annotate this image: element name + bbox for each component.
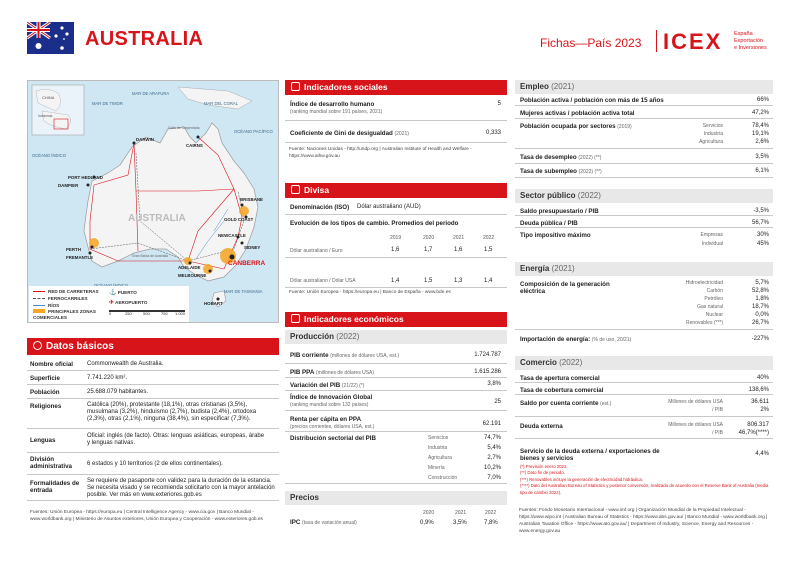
row-tipo-impositivo: Tipo impositivo máximo Empresas 30% Individual 45% xyxy=(520,232,769,247)
city-newcastle: NEWCASTLE xyxy=(218,233,246,238)
row-nombre-oficial: Nombre oficial Commonwealth de Australia. xyxy=(27,357,279,371)
row-apertura: Tasa de apertura comercial 40% xyxy=(515,370,773,383)
indicadores-sociales-section xyxy=(285,80,507,161)
row-renta-per-capita: Renta per cápita en PPA (precios corrientes, dólares USA, est.) 62.191 xyxy=(285,411,507,432)
sea-coral: MAR DEL CORAL xyxy=(204,101,239,106)
row-mujeres-activas: Mujeres activas / población activa total 47,2% xyxy=(515,106,773,119)
people-icon xyxy=(291,82,300,91)
city-port-hedland: PORT HEDLAND xyxy=(68,175,103,180)
legend-roads: RED DE CARRETERAS xyxy=(48,289,99,294)
sea-arafura: MAR DE ARAFURA xyxy=(132,91,170,96)
row-gini: Coeficiente de Gini de desigualdad (2021) 0,333 xyxy=(285,121,507,143)
precios-subheader: Precios xyxy=(285,491,507,505)
datos-basicos-sources: Fuentes: Unión Europea - https://europa.eu | Central Intelligence Agency - www.cia.gov | Banco Mundial - www.worldbank.org | Ministerio de Asuntos exteriores, Unión Europea y Cooperación - www.exteriores.gob.es xyxy=(30,510,263,522)
row-composicion-electrica: Composición de la generación eléctrica Hidroelectricidad 5,7% Carbón 52,8% Petróleo 1,8% Gas natural 18,7% Nuclear 0,0% Renovables (***) 26,7% xyxy=(515,276,773,330)
australia-flag-icon xyxy=(27,22,74,54)
city-melbourne: MELBOURNE xyxy=(178,273,207,278)
row-deuda-externa: Deuda externa Millones de dólares USA 806.317 / PIB 46,7%(****) xyxy=(515,417,773,439)
map-scale: 0 250 500 750 1.000 xyxy=(109,311,186,316)
indicadores-sociales-sources: Fuente: Naciones Unidas - http://undp.org | Australian Institute of Health and Welfare - https://www.aihw.gov.au xyxy=(289,147,472,159)
city-darwin: DARWIN xyxy=(136,137,154,142)
legend-rivers: RÍOS xyxy=(48,303,60,308)
row-religiones: Religiones Católica (20%), protestante (18,1%), otras cristianas (3,5%), musulmana (3,2%), hinduismo (2,7%), budista (2,4%), ortodoxa (2,3%), otras (2,1%), ninguna (38,4%), sin especificar (7,3%). xyxy=(27,399,279,429)
map-country-label: AUSTRALIA xyxy=(128,213,186,224)
bight-label: Gran Bahía de Australia xyxy=(132,254,169,258)
row-subempleo: Tasa de subempleo (2022) (**) 6,1% xyxy=(515,164,773,178)
icex-logo: ICEX xyxy=(663,29,723,54)
divisa-sources: Fuente: Unión Europea - https://europa.eu | Banco de España - www.bde.es xyxy=(289,290,451,295)
row-servicio-deuda: Servicio de la deuda externa / exportaciones de bienes y servicios 4,4% xyxy=(520,448,769,463)
row-pib-ppa: PIB PPA (millones de dólares USA) 1.615.286 xyxy=(285,364,507,378)
inset-label-indonesia: Indonesia xyxy=(38,114,53,118)
row-poblacion: Población 25.688.079 habitantes. xyxy=(27,385,279,399)
inset-label-china: CHINA xyxy=(42,95,55,100)
comercio-section xyxy=(515,356,773,480)
exchange-evolution-label: Evolución de los tipos de cambio. Promedios del periodo xyxy=(290,220,459,227)
city-perth: PERTH xyxy=(66,247,81,252)
legend-port: PUERTO xyxy=(117,290,137,295)
city-canberra: CANBERRA xyxy=(228,260,266,267)
inset-map xyxy=(32,85,84,135)
row-saldo-presupuestario: Saldo presupuestario / PIB -3,5% xyxy=(515,203,773,216)
port-icon: ⚓ xyxy=(109,290,117,296)
row-cobertura: Tasa de cobertura comercial 138,6% xyxy=(515,383,773,395)
series-label: Fichas—País 2023 xyxy=(540,36,642,50)
exchange-row-usd: Dólar australiano / Dólar USA 1,4 1,5 1,3 1,4 xyxy=(285,270,507,288)
city-gold-coast: GOLD COAST xyxy=(224,217,254,222)
map-legend xyxy=(29,286,189,322)
sector-publico-subheader: Sector público (2022) xyxy=(515,189,773,203)
row-ipc: IPC (tasa de variación anual) 0,9% 3,5% 7,8% xyxy=(290,519,498,526)
exchange-row-euro: Dólar australiano / Euro 1,6 1,7 1,6 1,5 xyxy=(285,242,507,258)
datos-basicos-header: Datos básicos xyxy=(27,338,279,355)
row-distribucion-sectorial: Distribución sectorial del PIB Servicios 74,7% Industria 5,4% Agricultura 2,7% Minería 10,2% Construcción 7,0% xyxy=(285,432,507,484)
row-variacion-pib: Variación del PIB (21/22) (*) 3,8% xyxy=(285,378,507,391)
row-desempleo: Tasa de desempleo (2022) (**) 3,5% xyxy=(515,149,773,164)
gulf-label: Golfo de Carpentaria xyxy=(168,126,200,130)
row-importacion-energia: Importación de energía: (% de uso, 20/21) -227% xyxy=(520,336,769,343)
sea-pacific: OCÉANO PACÍFICO xyxy=(234,129,273,134)
datos-basicos-section xyxy=(27,338,279,503)
energia-subheader: Energía (2021) xyxy=(515,262,773,276)
page-title: AUSTRALIA xyxy=(85,28,204,50)
info-icon xyxy=(33,341,42,350)
row-poblacion-activa: Población activa / población con más de 15 años 66% xyxy=(515,94,773,106)
row-superficie: Superficie 7.741.220 km². xyxy=(27,371,279,385)
row-formalidades: Formalidades de entrada Se requiere de pasaporte con validez para la duración de la estancia. Se necesita visado y se recomienda solicitarlo con la mayor antelación posible. Ver más en www.exteriores.gob.es xyxy=(27,475,279,501)
chart-icon xyxy=(291,314,300,323)
produccion-subheader: Producción (2022) xyxy=(285,330,507,344)
legend-commercial: PRINCIPALES ZONAS COMERCIALES xyxy=(33,309,96,320)
row-poblacion-ocupada: Población ocupada por sectores (2019) Servicios 78,4% Industria 19,1% Agricultura 2,6% xyxy=(515,119,773,149)
currency-icon xyxy=(291,185,300,194)
legend-airport: AEROPUERTO xyxy=(115,300,148,305)
row-lenguas: Lenguas Oficial: inglés (de facto). Otras: lenguas asiáticas, europeas, árabe y lenguas nativas. xyxy=(27,429,279,453)
header-divider xyxy=(656,30,657,52)
airport-icon: ✈ xyxy=(109,300,115,306)
indicadores-economicos-header: Indicadores económicos xyxy=(285,312,507,327)
footnotes: (*) Previsión enero 2023. (**) Dato fin de periodo. (***) Renovables incluye la generación de electricidad hidráulica. (****) Dato del Australian Bureau of Statistics y posterior conversión, realizada de acuerdo con el Reserve Bank of Australia (media tipo de cambio 2022). xyxy=(520,464,769,495)
city-fremantle: FREMANTLE xyxy=(66,255,94,260)
row-idh: Índice de desarrollo humano (ranking mundial sobre 191 países, 2021) 5 xyxy=(285,95,507,121)
row-pib-corriente: PIB corriente (millones de dólares USA, est.) 1.724.787 xyxy=(285,344,507,364)
empleo-subheader: Empleo (2021) xyxy=(515,80,773,94)
sector-publico-section xyxy=(515,189,773,255)
row-saldo-cuenta-corriente: Saldo por cuenta corriente (est.) Millones de dólares USA 36.611 / PIB 2% xyxy=(515,395,773,417)
page-header xyxy=(0,0,800,70)
city-sidney: SIDNEY xyxy=(244,245,261,250)
legend-rails: FERROCARRILES xyxy=(48,296,88,301)
right-sources: Fuentes: Fondo Monetario Internacional - www.imf.org | Organización Mundial de la Propiedad Intelectual - https://www.wipo.int | Australian Bureau of Statistics - https://www.abs.gov.au/ | Banco Mundial - www.worldbank.org | Australian Taxation Office - https://www.ato.gov.au/ | Department of Industry, Science, Energy and Resources - www.energy.gov.au xyxy=(519,508,768,534)
sea-timor: MAR DE TIMOR xyxy=(92,101,123,106)
comercio-subheader: Comercio (2022) xyxy=(515,356,773,370)
row-denominacion: Denominación (ISO) Dólar australiano (AUD) xyxy=(285,198,507,215)
sea-tasmania: MAR DE TASMANIA xyxy=(224,289,263,294)
row-division: División administrativa 6 estados y 10 territorios (2 de ellos continentales). xyxy=(27,453,279,475)
empleo-section xyxy=(515,80,773,186)
indicadores-economicos-section: Indicadores económicos Producción (2022) PIB corriente (millones de dólares USA, est.) 1.724.787 PIB PPA (millones de dólares USA) 1.615.286 Variación del PIB (21/22) (*) 3,8% Índice de Innovación Global (ranking mundial sobre 132 países) 25 Renta per cápita en PPA (precios corrientes, dólares USA, est.) 62.191 Distribución sectorial del PIB Servicios 74,7% Industria 5,4% Agricultura 2,7% Minería 10,2% Construcción 7,0% Precios 2020 2021 2022 IPC (tasa de variación anual) 0,9% 3,5% 7,8% xyxy=(285,312,507,529)
row-deuda-publica: Deuda pública / PIB 56,7% xyxy=(515,216,773,228)
city-dampier: DAMPIER xyxy=(58,183,79,188)
city-cairns: CAIRNS xyxy=(186,143,203,148)
icex-logo-subtitle: España Exportación e Inversiones xyxy=(734,31,767,51)
sea-indian-west: OCÉANO ÍNDICO xyxy=(32,153,66,158)
divisa-section: Divisa Denominación (ISO) Dólar australiano (AUD) Evolución de los tipos de cambio. Promedios del periodo 2019 2020 2021 2022 Dólar australiano / Euro 1,6 1,7 1,6 1,5 Dólar australiano / Dólar USA 1,4 1,5 1,3 1,4 Fuente: Unión Europea - https://europa.eu | Banco de España - www.bde.es xyxy=(285,183,507,299)
divisa-header: Divisa xyxy=(285,183,507,198)
city-adelaide: ADELAIDE xyxy=(178,265,201,270)
indicadores-sociales-header: Indicadores sociales xyxy=(285,80,507,95)
energia-section xyxy=(515,262,773,348)
city-brisbane: BRISBANE xyxy=(240,197,263,202)
city-hobart: HOBART xyxy=(204,301,223,306)
row-innovacion: Índice de Innovación Global (ranking mundial sobre 132 países) 25 xyxy=(285,391,507,411)
